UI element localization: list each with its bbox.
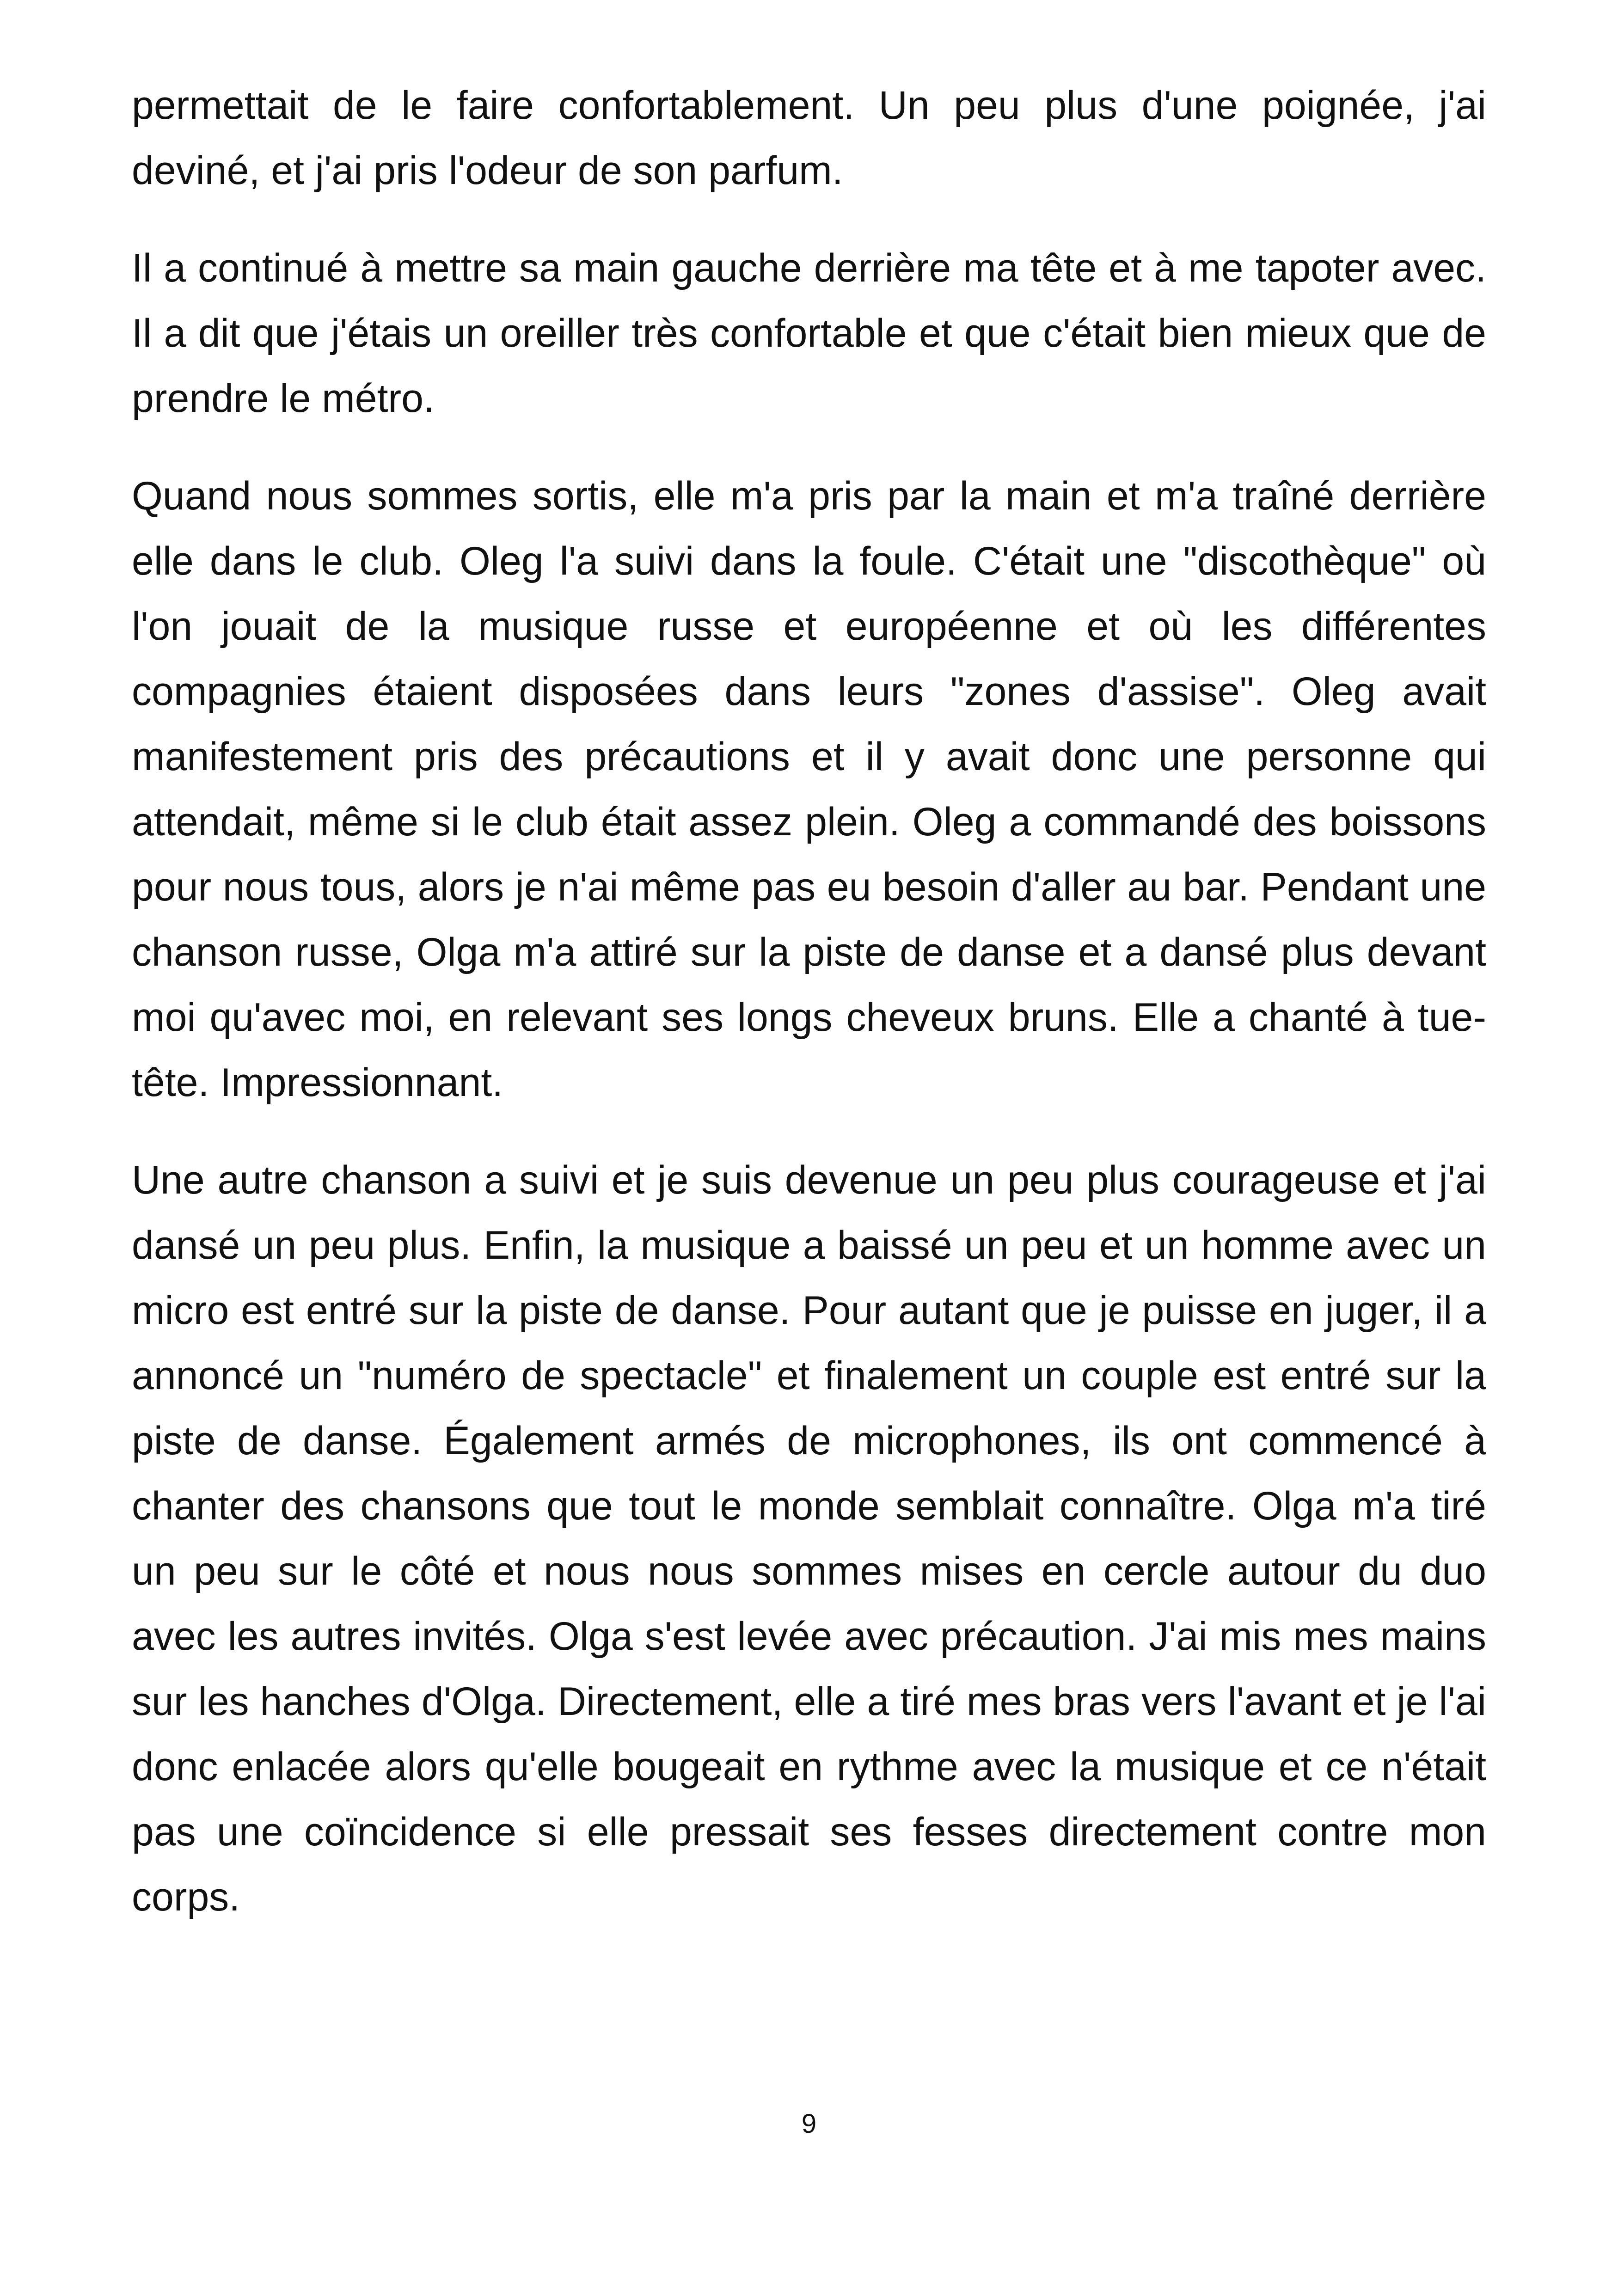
paragraph-4: Une autre chanson a suivi et je suis devenue un peu plus courageuse et j'ai dansé un peu plus. Enfin, la musique a baissé un peu et un homme avec un micro est entré sur la piste de danse. Pour autant que je puisse en juger, il a annoncé un "numéro de spectacle" et finalement un couple est entré sur la piste de danse. Également armés de microphones, ils ont commencé à chanter des chansons que tout le monde semblait connaître. Olga m'a tiré un peu sur le côté et nous nous sommes mises en cercle autour du duo avec les autres invités. Olga s'est levée avec précaution. J'ai mis mes mains sur les hanches d'Olga. Directement, elle a tiré mes bras vers l'avant et je l'ai donc enlacée alors qu'elle bougeait en rythme avec la musique et ce n'était pas une coïncidence si elle pressait ses fesses directement contre mon corps. bbox=[132, 1158, 1486, 1919]
paragraph-3: Quand nous sommes sortis, elle m'a pris par la main et m'a traîné derrière elle dans le club. Oleg l'a suivi dans la foule. C'était une "discothèque" où l'on jouait de la musique russe et européenne et où les différentes compagnies étaient disposées dans leurs "zones d'assise". Oleg avait manifestement pris des précautions et il y avait donc une personne qui attendait, même si le club était assez plein. Oleg a commandé des boissons pour nous tous, alors je n'ai même pas eu besoin d'aller au bar. Pendant une chanson russe, Olga m'a attiré sur la piste de danse et a dansé plus devant moi qu'avec moi, en relevant ses longs cheveux bruns. Elle a chanté à tue-tête. Impressionnant. bbox=[132, 474, 1486, 1105]
body-text bbox=[132, 73, 1486, 1962]
paragraph-1: permettait de le faire confortablement. Un peu plus d'une poignée, j'ai deviné, et j'ai pris l'odeur de son parfum. bbox=[132, 83, 1486, 193]
paragraph-2: Il a continué à mettre sa main gauche derrière ma tête et à me tapoter avec. Il a dit que j'étais un oreiller très confortable et que c'était bien mieux que de prendre le métro. bbox=[132, 246, 1486, 421]
page-number: 9 bbox=[801, 2109, 817, 2139]
